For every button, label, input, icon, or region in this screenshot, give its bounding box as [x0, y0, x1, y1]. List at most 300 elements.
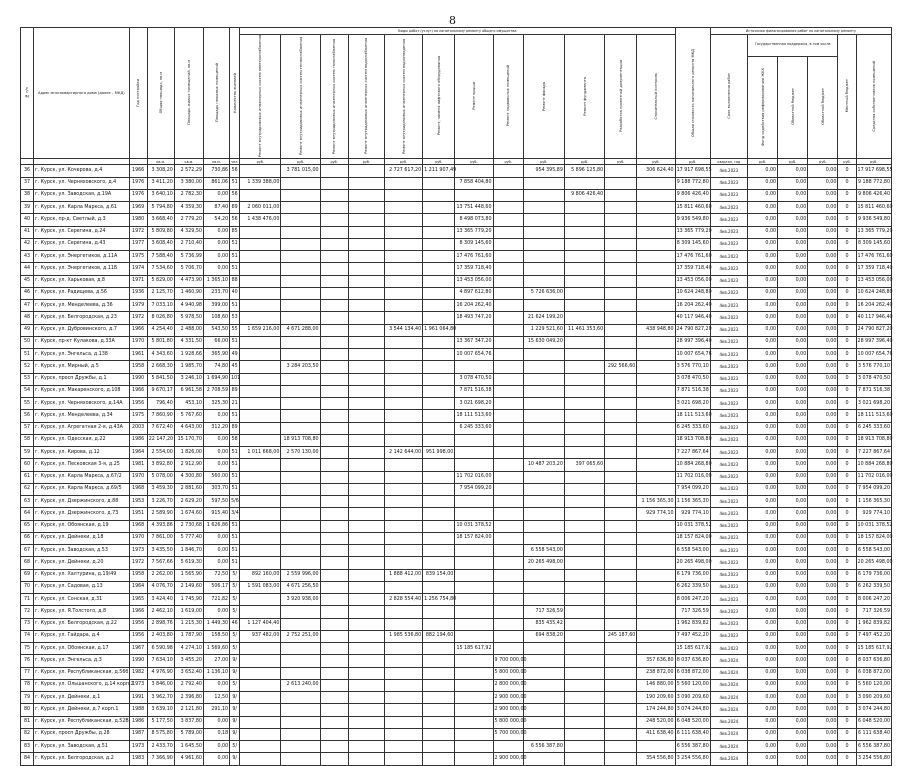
total-cost-cell: 20 265 498,00	[675, 557, 710, 569]
notliving-area-cell: 915,40	[203, 508, 229, 520]
table-row	[21, 263, 892, 275]
regional-budget-cell: 0,00	[778, 312, 808, 324]
work-cost-cell	[348, 508, 384, 520]
living-area-cell: 1 826,00	[174, 447, 203, 459]
residents-cell: 9/	[230, 655, 240, 667]
regional-budget-cell: 0,00	[808, 728, 838, 740]
work-cost-cell	[281, 496, 320, 508]
work-cost-cell	[281, 410, 320, 422]
living-area-cell: 2 881,60	[174, 483, 203, 495]
total-cost-cell: 6 179 736,00	[675, 569, 710, 581]
work-cost-cell	[605, 300, 637, 312]
living-area-cell: 2 121,80	[174, 704, 203, 716]
work-cost-cell	[523, 263, 564, 275]
work-cost-cell: 6 556 387,80	[523, 741, 564, 753]
work-cost-cell	[240, 459, 281, 471]
work-cost-cell	[240, 545, 281, 557]
residents-cell: 56	[230, 165, 240, 177]
work-cost-cell	[605, 655, 637, 667]
work-cost-cell: 11 702 016,00	[455, 471, 493, 483]
work-cost-cell	[348, 361, 384, 373]
area-cell: 5 801,80	[147, 336, 174, 348]
work-cost-cell	[281, 655, 320, 667]
notliving-area-cell: 0,00	[203, 459, 229, 471]
local-budget-cell: 0	[838, 373, 856, 385]
work-cost-cell	[384, 581, 422, 593]
row-number-cell: 61	[21, 471, 34, 483]
residents-cell: 45	[230, 361, 240, 373]
year-cell: 2003	[129, 422, 147, 434]
address-cell: г. Курск, ул. Дзержинского, д.73	[34, 508, 130, 520]
regional-budget-cell: 0,00	[778, 361, 808, 373]
term-cell: 4кв.2024	[710, 692, 747, 704]
notliving-area-cell: 399,00	[203, 300, 229, 312]
work-cost-cell	[564, 728, 604, 740]
area-cell: 7 860,90	[147, 410, 174, 422]
address-cell: г. Курск, ул. Серегина, д.24	[34, 226, 130, 238]
regional-budget-cell: 0,00	[778, 349, 808, 361]
unit-rub: руб.	[778, 159, 808, 165]
notliving-area-cell: 597,50	[203, 496, 229, 508]
work-cost-cell	[281, 545, 320, 557]
work-cost-cell	[637, 581, 675, 593]
work-cost-cell	[493, 532, 523, 544]
fond-subgroup-header: Государственная поддержка, в том числе	[747, 35, 837, 57]
row-number-cell: 60	[21, 459, 34, 471]
living-area-cell: 3 246,10	[174, 373, 203, 385]
residents-cell: 5/6	[230, 496, 240, 508]
address-cell: г. Курск, ул. Сонская, д.31	[34, 594, 130, 606]
col-area: Общая площадь, кв.м	[147, 28, 174, 159]
work-cost-cell	[423, 385, 455, 397]
residents-cell: 85	[230, 226, 240, 238]
owners-funds-cell: 7 227 867,64	[856, 447, 891, 459]
area-cell: 3 668,40	[147, 214, 174, 226]
work-cost-cell: 5 800 000,00	[493, 716, 523, 728]
unit-rub: руб.	[281, 159, 320, 165]
work-cost-cell: 6 245 333,60	[455, 422, 493, 434]
total-cost-cell: 40 117 946,40	[675, 312, 710, 324]
work-cost-cell	[637, 189, 675, 201]
work-cost-cell: 13 365 779,20	[455, 226, 493, 238]
work-cost-cell	[637, 434, 675, 446]
work-cost-cell	[281, 606, 320, 618]
work-cost-cell	[423, 618, 455, 630]
notliving-area-cell: 0,00	[203, 434, 229, 446]
address-cell: г. Курск, ул. Карла Маркса, д.61	[34, 202, 130, 214]
work-cost-cell	[493, 643, 523, 655]
work-cost-cell	[605, 398, 637, 410]
work-cost-cell	[564, 287, 604, 299]
notliving-area-cell: 0,00	[203, 263, 229, 275]
work-cost-cell	[423, 753, 455, 765]
owners-funds-cell: 7 497 452,20	[856, 630, 891, 642]
notliving-area-cell: 0,00	[203, 251, 229, 263]
term-cell: 4кв.2023	[710, 606, 747, 618]
table-row	[21, 655, 892, 667]
work-cost-cell	[564, 483, 604, 495]
work-cost-cell	[637, 202, 675, 214]
work-cost-cell	[320, 287, 348, 299]
work-cost-cell	[564, 434, 604, 446]
regional-budget-cell: 0,00	[778, 447, 808, 459]
row-number-cell: 43	[21, 251, 34, 263]
regional-budget-cell: 0,00	[778, 496, 808, 508]
col-work-12: Строительный контроль	[637, 35, 675, 159]
work-cost-cell	[384, 226, 422, 238]
living-area-cell: 2 572,29	[174, 165, 203, 177]
area-cell: 3 411,20	[147, 177, 174, 189]
total-cost-cell: 7 871 516,38	[675, 385, 710, 397]
area-cell: 7 366,90	[147, 753, 174, 765]
work-cost-cell	[281, 643, 320, 655]
regional-budget-cell: 0,00	[778, 287, 808, 299]
work-cost-cell	[523, 581, 564, 593]
work-cost-cell	[348, 349, 384, 361]
work-cost-cell	[384, 606, 422, 618]
work-cost-cell	[348, 189, 384, 201]
residents-cell: 56	[230, 189, 240, 201]
address-cell: г. Курск, ул. Дубровинского, д.7	[34, 324, 130, 336]
owners-funds-cell: 6 245 333,60	[856, 422, 891, 434]
work-cost-cell	[384, 618, 422, 630]
work-cost-cell	[564, 630, 604, 642]
regional-budget-cell: 0,00	[808, 287, 838, 299]
work-cost-cell	[423, 667, 455, 679]
notliving-area-cell: 506,17	[203, 581, 229, 593]
work-cost-cell	[493, 324, 523, 336]
work-cost-cell	[348, 263, 384, 275]
term-cell: 4кв.2023	[710, 643, 747, 655]
area-cell: 3 424,40	[147, 594, 174, 606]
work-cost-cell	[564, 643, 604, 655]
address-cell: г. Курск, ул. Гайдара, д.4	[34, 630, 130, 642]
work-cost-cell	[240, 251, 281, 263]
table-row	[21, 398, 892, 410]
owners-funds-cell: 6 179 736,00	[856, 569, 891, 581]
work-cost-cell	[240, 496, 281, 508]
work-cost-cell	[384, 410, 422, 422]
local-budget-cell: 0	[838, 324, 856, 336]
year-cell: 1966	[129, 385, 147, 397]
work-cost-cell	[455, 741, 493, 753]
work-cost-cell	[564, 214, 604, 226]
regional-budget-cell: 0,00	[808, 275, 838, 287]
work-cost-cell	[423, 557, 455, 569]
work-cost-cell	[320, 177, 348, 189]
regional-budget-cell: 0,00	[778, 520, 808, 532]
local-budget-cell: 0	[838, 226, 856, 238]
work-cost-cell	[240, 753, 281, 765]
local-budget-cell: 0	[838, 545, 856, 557]
work-cost-cell	[320, 410, 348, 422]
living-area-cell: 5 767,60	[174, 410, 203, 422]
total-cost-cell: 9 806 426,40	[675, 189, 710, 201]
living-area-cell: 1 787,90	[174, 630, 203, 642]
work-cost-cell: 1 591 083,00	[240, 581, 281, 593]
term-cell: 4кв.2023	[710, 545, 747, 557]
work-cost-cell	[605, 569, 637, 581]
work-cost-cell	[493, 508, 523, 520]
year-cell: 1979	[129, 300, 147, 312]
work-cost-cell	[523, 728, 564, 740]
work-cost-cell	[423, 336, 455, 348]
unit-rub: руб.	[384, 159, 422, 165]
work-cost-cell	[384, 520, 422, 532]
work-cost-cell: 4 897 612,80	[455, 287, 493, 299]
work-cost-cell	[423, 471, 455, 483]
work-cost-cell	[240, 483, 281, 495]
work-cost-cell	[423, 251, 455, 263]
work-cost-cell	[281, 704, 320, 716]
regional-budget-cell: 0,00	[778, 728, 808, 740]
work-cost-cell: 1 888 412,00	[384, 569, 422, 581]
work-cost-cell	[605, 704, 637, 716]
year-cell: 1976	[129, 177, 147, 189]
regional-budget-cell: 0,00	[778, 557, 808, 569]
work-cost-cell	[281, 336, 320, 348]
work-cost-cell	[605, 606, 637, 618]
regional-budget-cell: 0,00	[808, 410, 838, 422]
regional-budget-cell: 0,00	[808, 226, 838, 238]
capital-repair-table	[20, 27, 892, 766]
work-cost-cell	[423, 606, 455, 618]
row-number-cell: 65	[21, 520, 34, 532]
term-cell: 4кв.2023	[710, 165, 747, 177]
living-area-cell: 5 736,99	[174, 251, 203, 263]
work-cost-cell: 2 900 000,00	[493, 692, 523, 704]
table-row	[21, 728, 892, 740]
owners-funds-cell: 8 037 636,80	[856, 655, 891, 667]
work-cost-cell	[281, 728, 320, 740]
work-cost-cell	[637, 361, 675, 373]
work-cost-cell	[455, 679, 493, 691]
regional-budget-cell: 0,00	[808, 520, 838, 532]
year-cell: 1987	[129, 728, 147, 740]
regional-budget-cell: 0,00	[778, 692, 808, 704]
work-cost-cell	[605, 643, 637, 655]
work-cost-cell	[384, 287, 422, 299]
living-area-cell: 1 565,90	[174, 569, 203, 581]
work-cost-cell	[348, 422, 384, 434]
work-cost-cell	[423, 434, 455, 446]
notliving-area-cell: 560,00	[203, 471, 229, 483]
regional-budget-cell: 0,00	[808, 716, 838, 728]
row-number-cell: 54	[21, 385, 34, 397]
work-cost-cell: 17 476 761,60	[455, 251, 493, 263]
table-row	[21, 459, 892, 471]
work-cost-cell: 5 700 000,00	[493, 728, 523, 740]
term-cell: 4кв.2023	[710, 618, 747, 630]
owners-funds-cell: 9 188 772,80	[856, 177, 891, 189]
work-cost-cell	[240, 728, 281, 740]
area-cell: 5 829,00	[147, 275, 174, 287]
term-cell: 4кв.2024	[710, 741, 747, 753]
work-cost-cell	[240, 679, 281, 691]
owners-funds-cell: 13 453 056,00	[856, 275, 891, 287]
table-row	[21, 336, 892, 348]
regional-budget-cell: 0,00	[778, 434, 808, 446]
work-cost-cell	[384, 643, 422, 655]
term-cell: 4кв.2024	[710, 753, 747, 765]
table-row	[21, 630, 892, 642]
work-cost-cell: 174 244,80	[637, 704, 675, 716]
term-cell: 4кв.2023	[710, 557, 747, 569]
work-cost-cell	[523, 275, 564, 287]
residents-cell: 40	[230, 287, 240, 299]
work-cost-cell	[564, 704, 604, 716]
work-cost-cell: 1 339 388,00	[240, 177, 281, 189]
unit-rub: руб.	[348, 159, 384, 165]
work-cost-cell	[348, 643, 384, 655]
work-cost-cell: 1 961 064,80	[423, 324, 455, 336]
work-cost-cell	[281, 667, 320, 679]
address-cell: г. Курск, ул. Дейнеки, д.7 корп.1	[34, 704, 130, 716]
work-cost-cell	[564, 312, 604, 324]
work-cost-cell: 17 359 718,40	[455, 263, 493, 275]
row-number-cell: 45	[21, 275, 34, 287]
residents-cell: 51	[230, 336, 240, 348]
total-cost-cell: 8 037 636,80	[675, 655, 710, 667]
col-work-9: Ремонт фасада	[523, 35, 564, 159]
local-budget-cell: 0	[838, 741, 856, 753]
row-number-cell: 40	[21, 214, 34, 226]
work-cost-cell	[523, 704, 564, 716]
fund-cell: 0,00	[747, 630, 777, 642]
work-cost-cell	[281, 312, 320, 324]
total-cost-cell: 6 245 333,60	[675, 422, 710, 434]
work-cost-cell	[564, 679, 604, 691]
fund-cell: 0,00	[747, 336, 777, 348]
work-cost-cell: 892 160,00	[240, 569, 281, 581]
unit-rub: руб.	[808, 159, 838, 165]
work-cost-cell	[320, 753, 348, 765]
work-cost-cell	[493, 312, 523, 324]
regional-budget-cell: 0,00	[808, 618, 838, 630]
work-cost-cell	[320, 275, 348, 287]
work-cost-cell	[523, 532, 564, 544]
area-cell: 4 343,60	[147, 349, 174, 361]
work-cost-cell	[637, 385, 675, 397]
table-row	[21, 532, 892, 544]
regional-budget-cell: 0,00	[808, 483, 838, 495]
fund-cell: 0,00	[747, 226, 777, 238]
area-cell: 3 608,40	[147, 238, 174, 250]
work-cost-cell	[523, 655, 564, 667]
owners-funds-cell: 10 624 248,80	[856, 287, 891, 299]
address-cell: г. Курск, ул. Дзержинского, д.88	[34, 496, 130, 508]
residents-cell: 51	[230, 545, 240, 557]
notliving-area-cell: 0,00	[203, 606, 229, 618]
regional-budget-cell: 0,00	[778, 275, 808, 287]
work-cost-cell	[493, 373, 523, 385]
unit-area: кв.м.	[147, 159, 174, 165]
row-number-cell: 55	[21, 398, 34, 410]
regional-budget-cell: 0,00	[778, 741, 808, 753]
work-cost-cell: 954 395,89	[523, 165, 564, 177]
address-cell: г. Курск, ул. Заводская, д.51	[34, 741, 130, 753]
work-cost-cell	[240, 520, 281, 532]
col-work-7: Ремонт крыши	[455, 35, 493, 159]
local-budget-cell: 0	[838, 679, 856, 691]
fund-cell: 0,00	[747, 508, 777, 520]
work-cost-cell	[348, 373, 384, 385]
work-cost-cell	[493, 630, 523, 642]
regional-budget-cell: 0,00	[808, 434, 838, 446]
work-cost-cell: 8 309 145,60	[455, 238, 493, 250]
term-cell: 4кв.2023	[710, 398, 747, 410]
work-cost-cell	[348, 324, 384, 336]
work-cost-cell	[423, 177, 455, 189]
area-cell: 4 976,90	[147, 667, 174, 679]
work-cost-cell	[423, 214, 455, 226]
notliving-area-cell: 291,10	[203, 704, 229, 716]
work-cost-cell	[523, 226, 564, 238]
work-cost-cell	[423, 581, 455, 593]
residents-cell: 53	[230, 312, 240, 324]
notliving-area-cell: 158,50	[203, 630, 229, 642]
work-cost-cell	[240, 275, 281, 287]
year-cell: 1966	[129, 324, 147, 336]
fund-cell: 0,00	[747, 214, 777, 226]
work-cost-cell	[320, 422, 348, 434]
local-budget-cell: 0	[838, 643, 856, 655]
work-cost-cell	[523, 508, 564, 520]
work-cost-cell	[281, 287, 320, 299]
work-cost-cell	[523, 447, 564, 459]
local-budget-cell: 0	[838, 459, 856, 471]
regional-budget-cell: 0,00	[808, 594, 838, 606]
fund-cell: 0,00	[747, 238, 777, 250]
work-cost-cell	[523, 238, 564, 250]
work-cost-cell	[320, 349, 348, 361]
work-cost-cell	[240, 336, 281, 348]
work-cost-cell: 411 638,40	[637, 728, 675, 740]
work-cost-cell: 18 157 824,00	[455, 532, 493, 544]
work-cost-cell	[455, 361, 493, 373]
work-cost-cell	[348, 667, 384, 679]
work-cost-cell	[240, 165, 281, 177]
work-cost-cell	[523, 361, 564, 373]
work-cost-cell	[320, 679, 348, 691]
owners-funds-cell: 1 156 365,30	[856, 496, 891, 508]
work-cost-cell	[605, 226, 637, 238]
address-cell: г. Курск, ул. Энергетиков, д.11А	[34, 251, 130, 263]
year-cell: 1969	[129, 202, 147, 214]
work-cost-cell: 2 752 251,00	[281, 630, 320, 642]
table-row	[21, 667, 892, 679]
work-cost-cell	[240, 410, 281, 422]
unit-rub: руб.	[637, 159, 675, 165]
work-cost-cell	[564, 496, 604, 508]
work-cost-cell	[348, 398, 384, 410]
work-cost-cell	[348, 630, 384, 642]
year-cell: 1967	[129, 643, 147, 655]
work-cost-cell	[384, 300, 422, 312]
work-cost-cell: 1 211 907,49	[423, 165, 455, 177]
unit-rub: руб.	[455, 159, 493, 165]
owners-funds-cell: 929 774,10	[856, 508, 891, 520]
work-cost-cell	[605, 177, 637, 189]
living-area-cell: 1 645,50	[174, 741, 203, 753]
total-cost-cell: 8 309 145,60	[675, 238, 710, 250]
owners-funds-cell: 7 871 516,38	[856, 385, 891, 397]
area-cell: 5 809,80	[147, 226, 174, 238]
year-cell: 1951	[129, 508, 147, 520]
table-row	[21, 324, 892, 336]
table-row	[21, 214, 892, 226]
work-cost-cell	[348, 728, 384, 740]
